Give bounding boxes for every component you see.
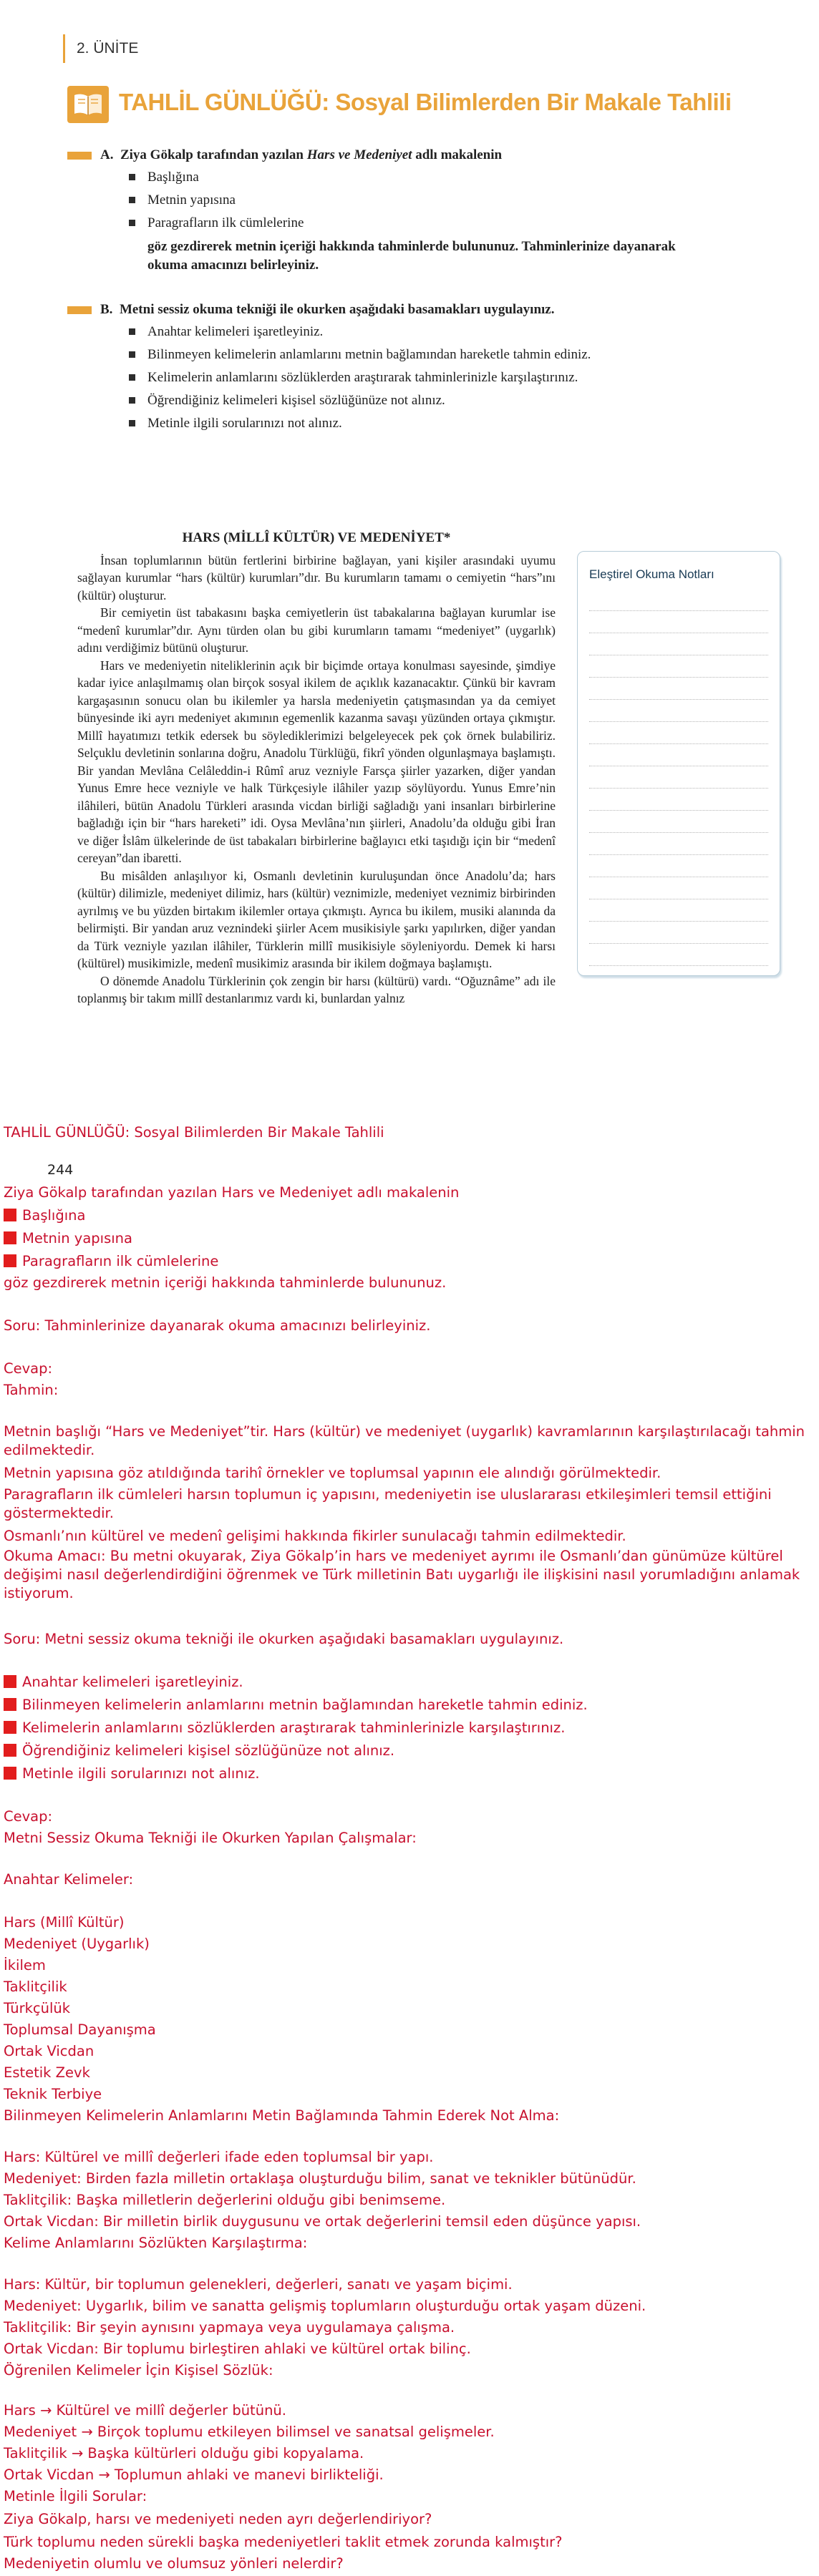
task-b-list <box>67 323 591 431</box>
unit-label: 2. ÜNİTE <box>63 34 138 63</box>
answer-line: Metinle ilgili sorularınızı not alınız. <box>4 1765 260 1783</box>
article-paragraph: O dönemde Anadolu Türklerinin çok zengin bir harsı (kültürü) vardı. “Oğuznâme” adı ile toplanmış bir takım millî destanlarımız vardı ki, bunlardan yalnız <box>77 973 556 1005</box>
note-line <box>589 789 768 811</box>
answer-line: Ortak Vicdan <box>4 2043 94 2059</box>
answer-line: Cevap: <box>4 1808 53 1825</box>
article-paragraph: İnsan toplumlarının bütün fertlerini birbirine bağlayan, yani kişiler arasındaki uyumu sağlayan kurumlar “hars (kültür) kurumları”dır. Bu kurumların tamamı o cemiyetin “hars”ını (kültür) oluşturur. <box>77 552 556 602</box>
answer-line: Hars → Kültürel ve millî değerler bütünü. <box>4 2402 286 2419</box>
answer-line: Bilinmeyen kelimelerin anlamlarını metnin bağlamından hareketle tahmin ediniz. <box>4 1696 588 1714</box>
red-square-bullet <box>4 1675 16 1688</box>
answer-line: Ortak Vicdan: Bir toplumu birleştiren ahlaki ve kültürel ortak bilinç. <box>4 2341 471 2357</box>
list-item: Metinle ilgili sorularınızı not alınız. <box>147 415 591 431</box>
answer-line: Türk toplumu neden sürekli başka medeniyetleri taklit etmek zorunda kalmıştır? <box>4 2534 563 2550</box>
answer-line: Okuma Amacı: Bu metni okuyarak, Ziya Gökalp’in hars ve medeniyet ayrımı ile Osmanlı’dan günümüze kültürel değişimi nasıl değerlendirdiğini öğrenmek ve Türk milletinin Batı uygarlığı ile ilişkisini nasıl yorumladığını anlamak istiyorum. <box>4 1548 800 1601</box>
task-a-footer: göz gezdirerek metnin içeriği hakkında tahminlerde bulununuz. Tahminlerinize dayanarak okuma amacınızı belirleyiniz. <box>147 239 676 273</box>
red-square-bullet <box>4 1767 16 1780</box>
note-line <box>589 766 768 789</box>
answer-line: Medeniyet → Birçok toplumu etkileyen bilimsel ve sanatsal gelişmeler. <box>4 2424 495 2440</box>
notes-title: Eleştirel Okuma Notları <box>589 567 714 581</box>
answer-line: Öğrendiğiniz kelimeleri kişisel sözlüğünüze not alınız. <box>4 1742 394 1760</box>
task-marker <box>67 306 92 314</box>
list-item: Paragrafların ilk cümlelerine <box>147 215 712 231</box>
answer-line: Hars (Millî Kültür) <box>4 1914 125 1931</box>
red-square-bullet <box>4 1698 16 1711</box>
answer-line: Soru: Tahminlerinize dayanarak okuma amacınızı belirleyiniz. <box>4 1317 431 1334</box>
article-paragraph: Hars ve medeniyetin niteliklerinin açık bir biçimde ortaya konulması sayesinde, şimdiye kadar iyice anlaşılmamış olan birçok sosyal ikilem de açıklık kazanacaktır. Çünkü bir kavram kargaşasının sonucu olan bu ikilemler ya harsla medeniyetin çatışmasından ya da cemiyet bünyesinde iki ayrı medeniyet akımının egemenlik kazanma savaşı yüzünden ortaya çıkmıştır. Millî hayatımızı tetkik edersek bu söylediklerimizi belgeleyecek pek çok örnek bulabiliriz. Selçuklu devletinin sonlarına doğru, Anadolu Türklüğü, fikrî yönden olgunlaşmaya başlamıştı. Bir yandan Mevlâna Celâleddin-i Rûmî aruz vezniyle Farsça şiirler yazarken, diğer yandan Yunus Emre hece vezniyle ve halk Türkçesiyle ilâhiler yazıp söylüyordu. Yunus Emre’nin ilâhileri, bütün Anadolu Türkleri arasında vicdan birliği sağladığı yani insanları birbirlerine bağladığı için bir “hars hareketi” idi. Oysa Mevlâna’nın şiirleri, Anadolu’da olduğu gibi İran ve diğer İslâm ülkelerinde de üst tabakaları birbirlerine bağlayıcı etki taşıdığı için bir “medenî cereyan”dan ibaretti. <box>77 658 556 865</box>
answer-line: Metni Sessiz Okuma Tekniği ile Okurken Yapılan Çalışmalar: <box>4 1830 417 1846</box>
answer-line: Medeniyetin olumlu ve olumsuz yönleri nelerdir? <box>4 2555 344 2572</box>
page-number: 244 <box>47 1162 74 1178</box>
answer-line: Cevap: <box>4 1360 53 1377</box>
answer-line: Estetik Zevk <box>4 2064 90 2081</box>
answer-line: Başlığına <box>4 1206 85 1225</box>
answer-line: Medeniyet: Uygarlık, bilim ve sanatta gelişmiş toplumların oluşturduğu ortak yaşam düzeni. <box>4 2298 646 2314</box>
note-line <box>589 944 768 966</box>
red-square-bullet <box>4 1209 16 1221</box>
answer-line: Metnin yapısına <box>4 1229 132 1248</box>
note-line <box>589 655 768 678</box>
note-line <box>589 877 768 899</box>
note-line <box>589 899 768 922</box>
note-line <box>589 922 768 944</box>
answer-line: Toplumsal Dayanışma <box>4 2021 156 2038</box>
task-a-list <box>67 169 712 231</box>
note-line <box>589 722 768 744</box>
answer-line: Ortak Vicdan: Bir milletin birlik duygusunu ve ortak değerlerini temsil eden düşünce yapısı. <box>4 2213 641 2230</box>
answer-line: Anahtar Kelimeler: <box>4 1871 134 1888</box>
answer-line: Bilinmeyen Kelimelerin Anlamlarını Metin Bağlamında Tahmin Ederek Not Alma: <box>4 2107 560 2124</box>
answer-line: Metnin yapısına göz atıldığında tarihî örnekler ve toplumsal yapının ele alındığı görülmektedir. <box>4 1465 662 1481</box>
answer-line: Taklitçilik: Başka milletlerin değerlerini olduğu gibi benimseme. <box>4 2192 446 2208</box>
article <box>77 530 556 1008</box>
answer-line: Medeniyet: Birden fazla milletin ortaklaşa oluşturduğu bilim, sanat ve teknikler bütünüdür. <box>4 2170 636 2187</box>
note-line <box>589 589 768 611</box>
task-a-intro: A. Ziya Gökalp tarafından yazılan Hars ve Medeniyet adlı makalenin <box>100 147 503 162</box>
answer-line: Öğrenilen Kelimeler İçin Kişisel Sözlük: <box>4 2362 273 2379</box>
list-item: Bilinmeyen kelimelerin anlamlarını metnin bağlamından hareketle tahmin ediniz. <box>147 347 591 362</box>
answer-line: Ziya Gökalp, harsı ve medeniyeti neden ayrı değerlendiriyor? <box>4 2511 432 2527</box>
answer-line: Taklitçilik → Başka kültürleri olduğu gibi kopyalama. <box>4 2445 364 2462</box>
red-square-bullet <box>4 1744 16 1757</box>
red-square-bullet <box>4 1721 16 1734</box>
answer-line: Metnin başlığı “Hars ve Medeniyet”tir. Hars (kültür) ve medeniyet (uygarlık) kavramlarının karşılaştırılacağı tahmin edilmektedir. <box>4 1423 805 1458</box>
red-square-bullet <box>4 1231 16 1244</box>
answer-line: Hars: Kültürel ve millî değerleri ifade eden toplumsal bir yapı. <box>4 2149 434 2165</box>
red-square-bullet <box>4 1254 16 1267</box>
answer-line: Taklitçilik: Bir şeyin aynısını yapmaya veya uygulamaya çalışma. <box>4 2319 455 2336</box>
answer-line: Medeniyet (Uygarlık) <box>4 1936 150 1952</box>
answer-line: Metinle İlgili Sorular: <box>4 2488 147 2504</box>
answer-heading: TAHLİL GÜNLÜĞÜ: Sosyal Bilimlerden Bir Makale Tahlili <box>4 1124 384 1141</box>
answer-line: Paragrafların ilk cümleleri harsın toplumun iç yapısını, medeniyetin ise uluslararası etkileşimleri temsil ettiğini göstermektedir. <box>4 1486 772 1521</box>
note-line <box>589 744 768 766</box>
article-paragraph: Bu misâlden anlaşılıyor ki, Osmanlı devletinin kuruluşundan önce Anadolu’da; hars (kültür) dilimizle, medeniyet dilimiz, hars (kültür) veznimizle, medeniyet veznimiz birbirinden ayrılmış ve bu yüzden birtakım ikilemler ortaya çıkmıştı. Ayrıca bu ikilem, musiki alanında da belirmişti. Bir yandan aruz veznindeki şiirler Acem musikisiyle şarkı yapılırken, diğer yandan da Türk vezniyle yazılan ilâhiler, Türklerin millî musikisiyle söyleniyordu. Demek ki harsı (kültürel) musikimizle, medenî musikimiz arasında bir ikilem doğmaya başlamıştı. <box>77 868 556 970</box>
list-item: Başlığına <box>147 169 712 185</box>
answer-line: Osmanlı’nın kültürel ve medenî gelişimi hakkında fikirler sunulacağı tahmin edilmektedir. <box>4 1528 626 1544</box>
answer-line: göz gezdirerek metnin içeriği hakkında tahminlerde bulununuz. <box>4 1274 447 1291</box>
answer-line: Paragrafların ilk cümlelerine <box>4 1252 218 1271</box>
answer-line: Tahmin: <box>4 1382 59 1398</box>
note-line <box>589 633 768 655</box>
answer-line: Teknik Terbiye <box>4 2086 102 2102</box>
answer-line: Türkçülük <box>4 2000 71 2016</box>
note-line <box>589 855 768 877</box>
section-header <box>67 83 755 132</box>
list-item: Metnin yapısına <box>147 192 712 208</box>
critical-reading-notes-box <box>577 551 780 976</box>
task-b-intro: B. Metni sessiz okuma tekniği ile okurken aşağıdaki basamakları uygulayınız. <box>100 302 555 317</box>
note-line <box>589 611 768 633</box>
note-line <box>589 678 768 700</box>
answer-line: Ziya Gökalp tarafından yazılan Hars ve Medeniyet adlı makalenin <box>4 1184 460 1201</box>
section-title: TAHLİL GÜNLÜĞÜ: Sosyal Bilimlerden Bir Makale Tahlili <box>119 89 732 115</box>
task-a <box>67 146 712 275</box>
answer-line: İkilem <box>4 1957 46 1974</box>
answer-line: Kelimelerin anlamlarını sözlüklerden araştırarak tahminlerinizle karşılaştırınız. <box>4 1719 565 1737</box>
note-line <box>589 811 768 833</box>
article-paragraph: Bir cemiyetin üst tabakasını başka cemiyetlerin üst tabakalarına bağlayan kurumlar ise “medenî kurumlar”dır. Aynı türden olan bu gibi kurumların tamamı “medeniyet” (uygarlık) adını verdiğimiz bütünü oluşturur. <box>77 605 556 655</box>
note-line <box>589 700 768 722</box>
task-marker <box>67 152 92 160</box>
answer-line: Taklitçilik <box>4 1979 67 1995</box>
list-item: Öğrendiğiniz kelimeleri kişisel sözlüğünüze not alınız. <box>147 392 591 409</box>
answer-line: Ortak Vicdan → Toplumun ahlaki ve manevi birlikteliği. <box>4 2467 384 2483</box>
open-book-icon <box>67 86 109 123</box>
list-item: Anahtar kelimeleri işaretleyiniz. <box>147 323 591 340</box>
answer-line: Soru: Metni sessiz okuma tekniği ile okurken aşağıdaki basamakları uygulayınız. <box>4 1631 564 1647</box>
answer-line: Hars: Kültür, bir toplumun gelenekleri, değerleri, sanatı ve yaşam biçimi. <box>4 2276 513 2293</box>
task-b <box>67 301 712 438</box>
answer-line: Anahtar kelimeleri işaretleyiniz. <box>4 1673 243 1692</box>
answer-line: Kelime Anlamlarını Sözlükten Karşılaştırma: <box>4 2235 308 2251</box>
article-title: HARS (MİLLÎ KÜLTÜR) VE MEDENİYET* <box>182 530 451 545</box>
note-line <box>589 833 768 855</box>
list-item: Kelimelerin anlamlarını sözlüklerden araştırarak tahminlerinizle karşılaştırınız. <box>147 369 591 386</box>
